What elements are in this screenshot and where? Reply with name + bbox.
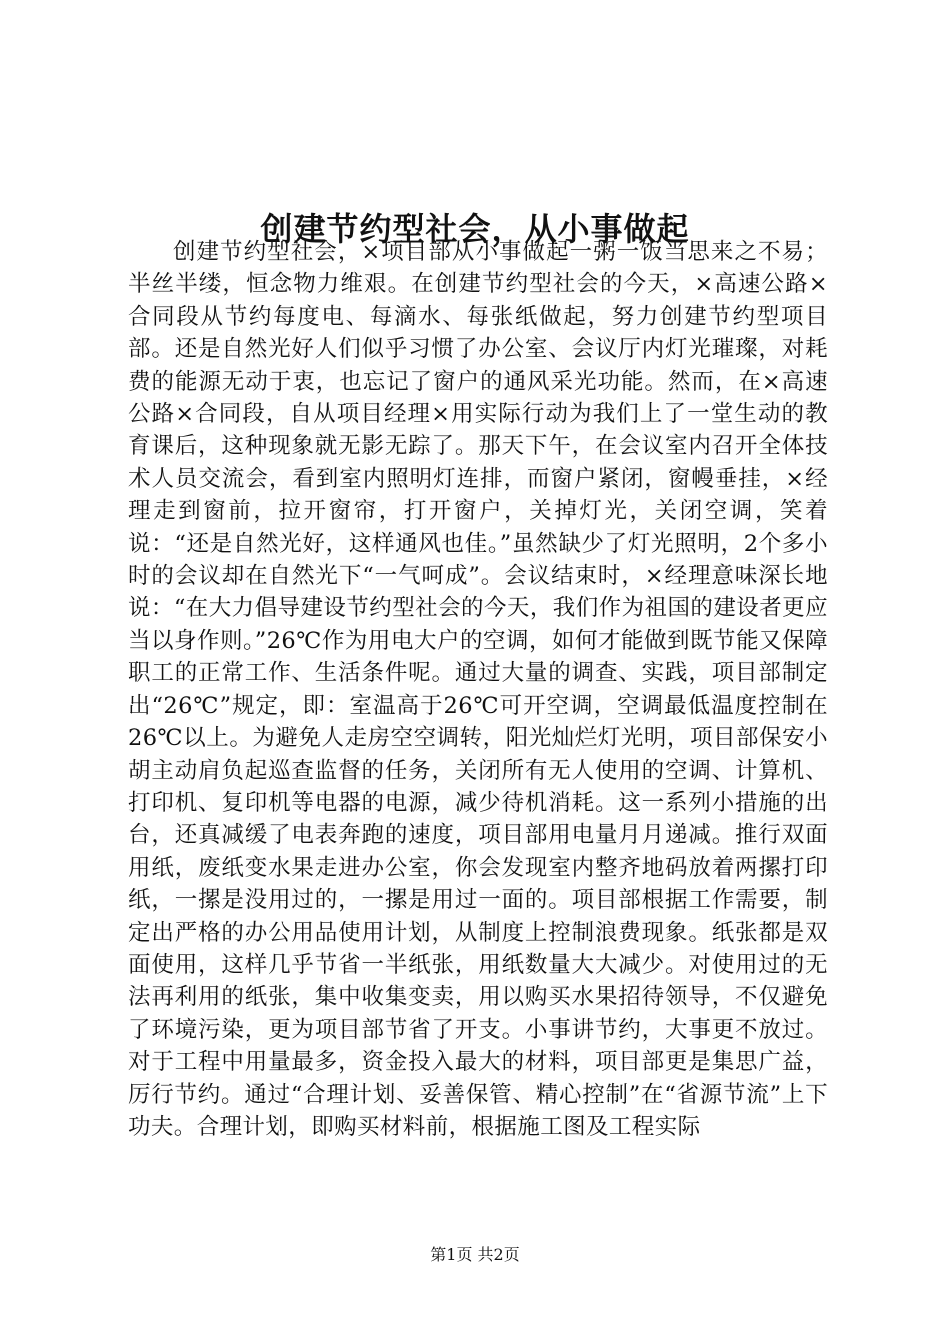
body-paragraph: 创建节约型社会，×项目部从小事做起一粥一饭当思来之不易；半丝半缕，恒念物力维艰。在创建节约型社会的今天，×高速公路×合同段从节约每度电、每滴水、每张纸做起，努力创建节约型项目部。还是自然光好人们似乎习惯了办公室、会议厅内灯光璀璨，对耗费的能源无动于衷，也忘记了窗户的通风采光功能。然而，在×高速公路×合同段，自从项目经理×用实际行动为我们上了一堂生动的教育课后，这种现象就无影无踪了。那天下午，在会议室内召开全体技术人员交流会，看到室内照明灯连排，而窗户紧闭，窗幔垂挂，×经理走到窗前，拉开窗帘，打开窗户，关掉灯光，关闭空调，笑着说：“还是自然光好，这样通风也佳。”虽然缺少了灯光照明，2个多小时的会议却在自然光下“一气呵成”。会议结束时，×经理意味深长地说：“在大力倡导建设节约型社会的今天，我们作为祖国的建设者更应当以身作则。”26℃作为用电大户的空调，如何才能做到既节能又保障职工的正常工作、生活条件呢。通过大量的调查、实践，项目部制定出“26℃”规定，即：室温高于26℃可开空调，空调最低温度控制在26℃以上。为避免人走房空空调转，阳光灿烂灯光明，项目部保安小胡主动肩负起巡查监督的任务，关闭所有无人使用的空调、计算机、打印机、复印机等电器的电源，减少待机消耗。这一系列小措施的出台，还真减缓了电表奔跑的速度，项目部用电量月月递减。推行双面用纸，废纸变水果走进办公室，你会发现室内整齐地码放着两摞打印纸，一摞是没用过的，一摞是用过一面的。项目部根据工作需要，制定出严格的办公用品使用计划，从制度上控制浪费现象。纸张都是双面使用，这样几乎节省一半纸张，用纸数量大大减少。对使用过的无法再利用的纸张，集中收集变卖，用以购买水果招待领导，不仅避免了环境污染，更为项目部节省了开支。小事讲节约，大事更不放过。对于工程中用量最多，资金投入最大的材料，项目部更是集思广益，厉行节约。通过“合理计划、妥善保管、精心控制”在“省源节流”上下功夫。合理计划，即购买材料前，根据施工图及工程实际	[128, 239, 828, 1140]
document-title: 创建节约型社会，从小事做起	[260, 210, 690, 249]
page-footer: 第1页 共2页	[430, 1245, 520, 1264]
